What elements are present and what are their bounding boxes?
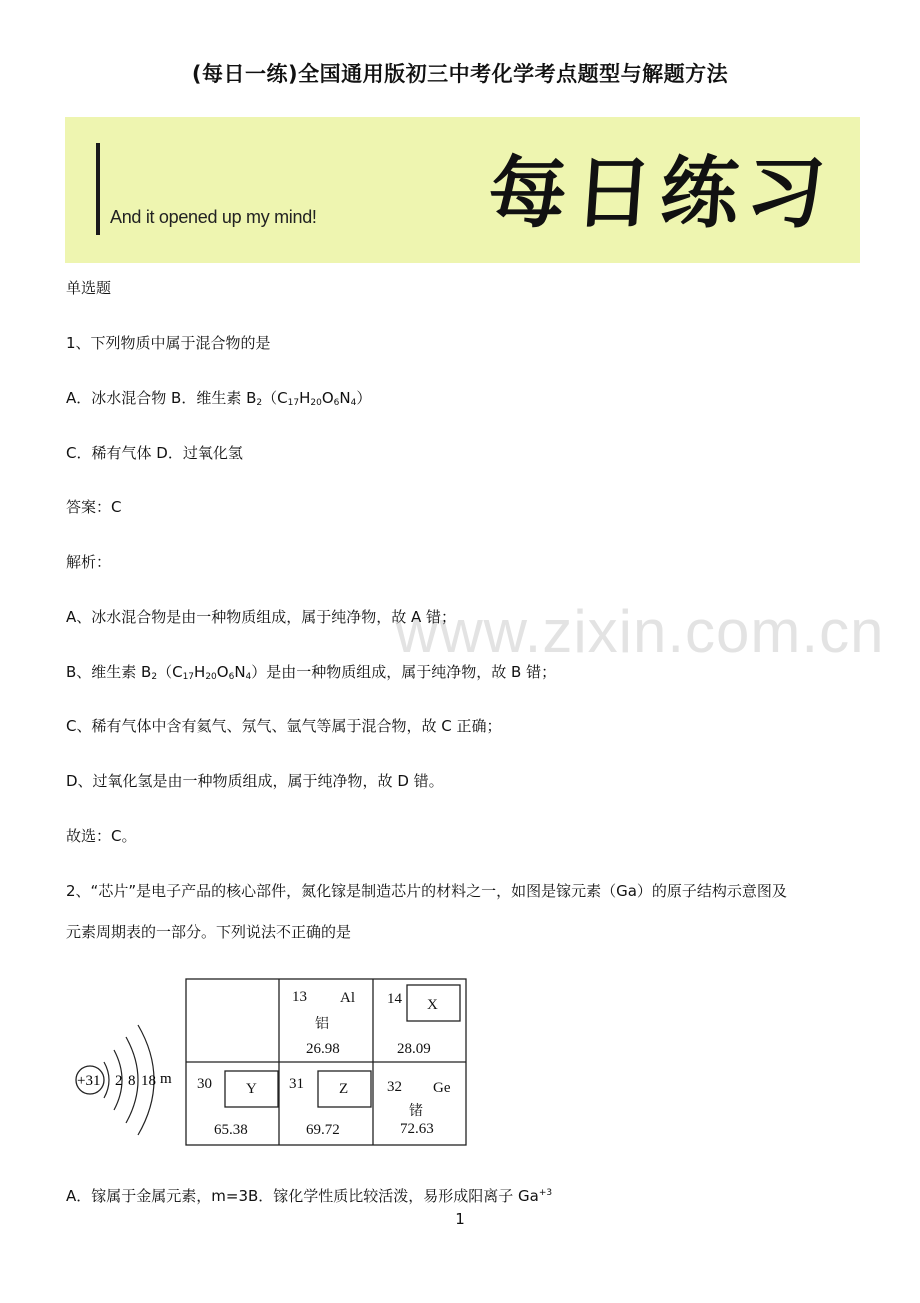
q2-stem-line2: 元素周期表的一部分。下列说法不正确的是: [66, 923, 352, 941]
z-mass: 69.72: [306, 1122, 340, 1138]
ge-symbol: Ge: [433, 1080, 451, 1096]
q1-options-cd: [66, 442, 243, 463]
al-number: 13: [292, 989, 307, 1005]
y-number: 30: [197, 1076, 212, 1092]
al-symbol: Al: [340, 990, 355, 1006]
q1-option-a: A．冰水混合物: [66, 389, 167, 407]
q1-analysis-label: 解析：: [66, 553, 112, 571]
daily-practice-banner: [65, 117, 860, 263]
banner-divider: [96, 143, 100, 235]
q1-analysis-d: D、过氧化氢是由一种物质组成，属于纯净物，故 D 错。: [66, 772, 444, 790]
q1-answer: 答案：C: [66, 498, 122, 516]
q1-option-d: D．过氧化氢: [156, 444, 243, 462]
page-number: 1: [455, 1210, 465, 1228]
ge-mass: 72.63: [400, 1121, 434, 1137]
watermark: www.zixin.com.cn: [395, 598, 885, 665]
q1-option-b: B．维生素 $B_2(C_{17}H_{20}O_6N_4)$: [171, 389, 372, 408]
banner-heading: 每日练习: [485, 148, 836, 239]
atomic-structure-diagram: [76, 1025, 172, 1135]
ge-name: 锗: [409, 1103, 423, 1119]
x-symbol: X: [427, 997, 438, 1013]
z-symbol: Z: [339, 1081, 349, 1097]
y-symbol: Y: [246, 1081, 257, 1097]
q1-options-ab: [66, 387, 371, 408]
q1-analysis-b: B、维生素 $B_2(C_{17}H_{20}O_6N_4)$是由一种物质组成，属于纯净物，故 B 错；: [66, 663, 557, 682]
document-title: (每日一练)全国通用版初三中考化学考点题型与解题方法: [191, 62, 729, 86]
section-heading: 单选题: [66, 279, 112, 297]
shell-count-3: 18: [141, 1073, 156, 1089]
z-number: 31: [289, 1076, 304, 1092]
nucleus-charge: +31: [77, 1073, 101, 1089]
q2-option-ab: A．镓属于金属元素，m=3B．镓化学性质比较活泼，易形成阳离子 $Ga^{+3}$: [66, 1187, 553, 1205]
ge-number: 32: [387, 1079, 402, 1095]
gallium-figure: [66, 965, 486, 1155]
y-mass: 65.38: [214, 1122, 248, 1138]
q1-option-c: C．稀有气体: [66, 444, 152, 462]
shell-count-1: 2: [115, 1073, 123, 1089]
al-name: 铝: [315, 1016, 329, 1032]
shell-count-4: m: [160, 1071, 172, 1087]
x-number: 14: [387, 991, 402, 1007]
al-mass: 26.98: [306, 1041, 340, 1057]
q1-analysis-a: A、冰水混合物是由一种物质组成，属于纯净物，故 A 错；: [66, 608, 457, 626]
q2-stem-line1: 2、“芯片”是电子产品的核心部件，氮化镓是制造芯片的材料之一，如图是镓元素（Ga）的原子结构示意图及: [66, 882, 787, 900]
x-mass: 28.09: [397, 1041, 431, 1057]
q1-stem: 1、下列物质中属于混合物的是: [66, 334, 271, 352]
banner-slogan: And it opened up my mind!: [110, 207, 317, 227]
shell-arc-1: [104, 1062, 109, 1098]
shell-count-2: 8: [128, 1073, 136, 1089]
q1-analysis-c: C、稀有气体中含有氦气、氖气、氩气等属于混合物，故 C 正确；: [66, 717, 502, 735]
q1-conclusion: 故选：C。: [66, 827, 137, 845]
